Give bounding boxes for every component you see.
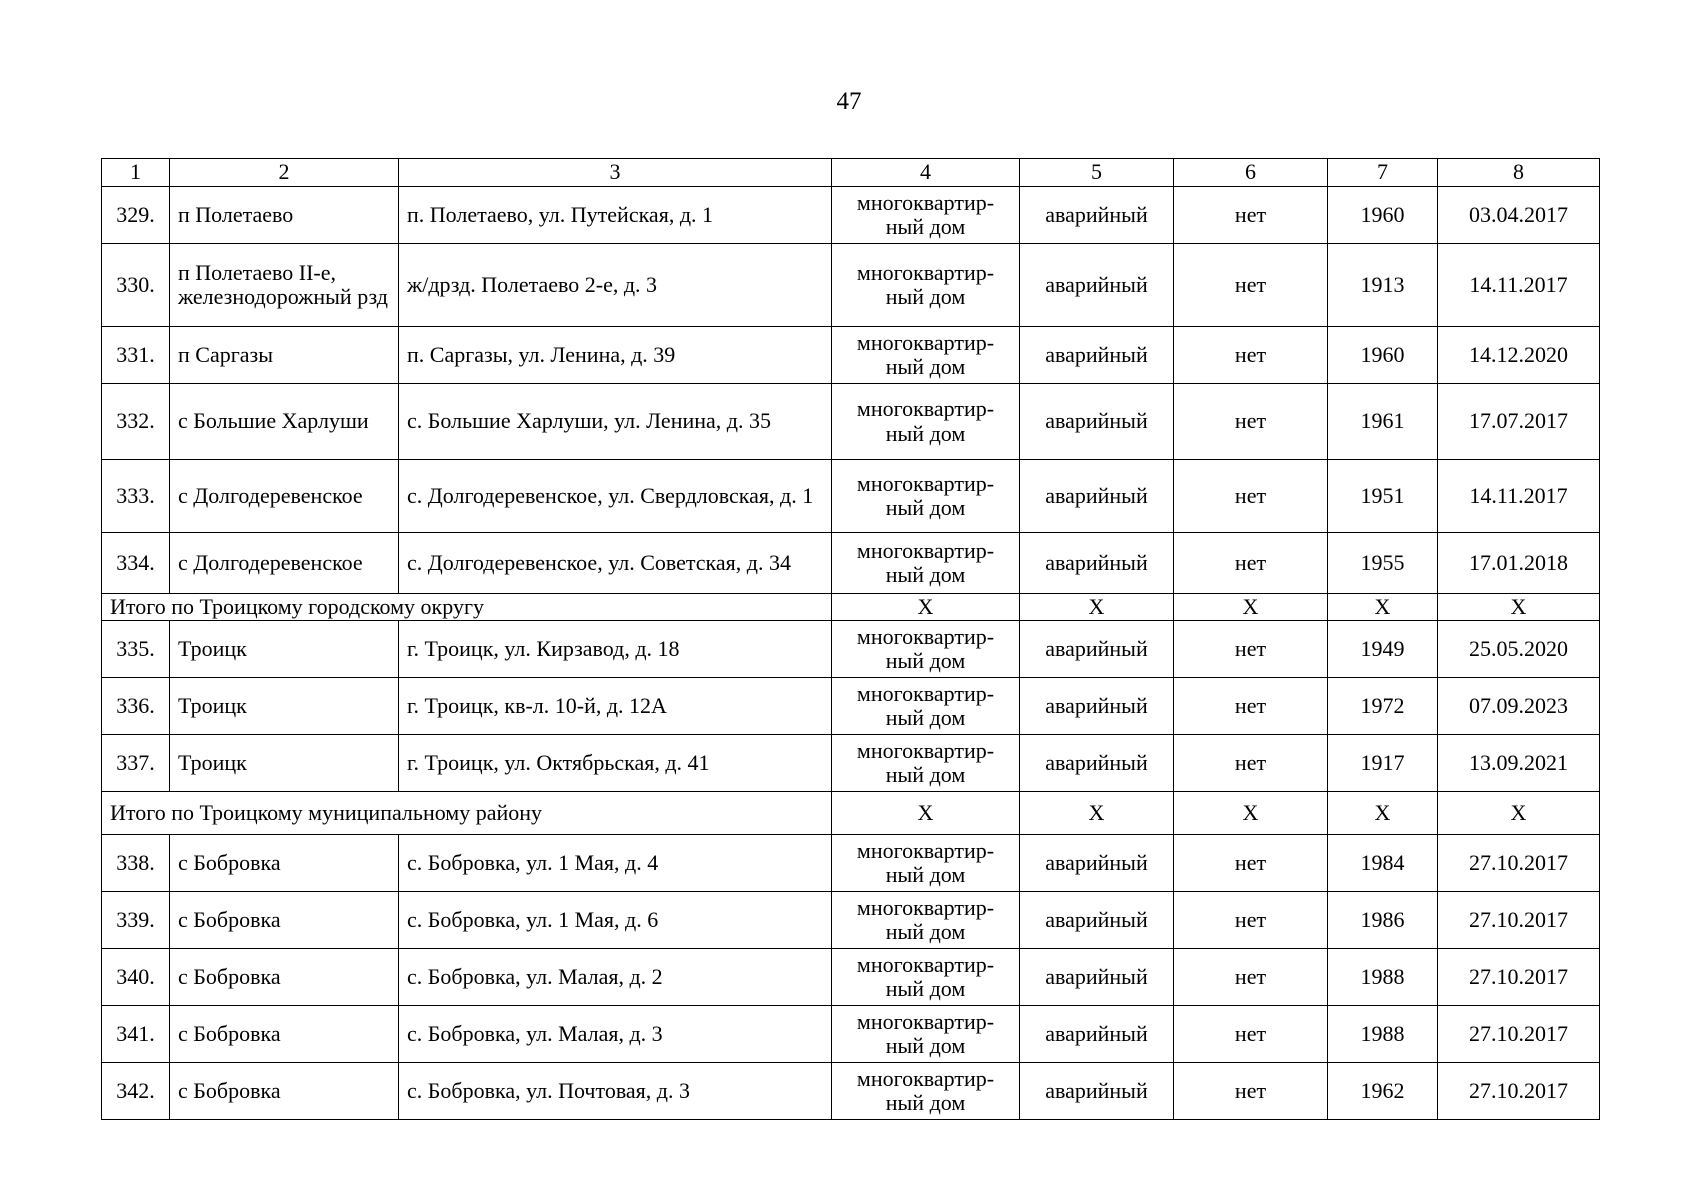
header-row <box>102 159 1600 187</box>
settlement-cell: с Долгодеревенское <box>170 533 399 594</box>
address-cell: с. Долгодеревенское, ул. Советская, д. 34 <box>399 533 832 594</box>
year-cell: 1962 <box>1328 1063 1438 1120</box>
year-cell: 1955 <box>1328 533 1438 594</box>
condition-cell: аварийный <box>1020 327 1174 384</box>
settlement-cell: Троицк <box>170 621 399 678</box>
flag-cell: нет <box>1174 949 1328 1006</box>
building-type-cell: многоквартир-ный дом <box>832 735 1020 792</box>
table-row <box>102 384 1600 460</box>
total-x-cell: X <box>1438 594 1600 621</box>
header-cell: 4 <box>832 159 1020 187</box>
table-row <box>102 327 1600 384</box>
row-number: 339. <box>102 892 170 949</box>
total-x-cell: X <box>832 792 1020 835</box>
building-type-cell: многоквартир-ный дом <box>832 949 1020 1006</box>
header-cell: 2 <box>170 159 399 187</box>
total-x-cell: X <box>1328 792 1438 835</box>
flag-cell: нет <box>1174 621 1328 678</box>
flag-cell: нет <box>1174 533 1328 594</box>
year-cell: 1960 <box>1328 327 1438 384</box>
flag-cell: нет <box>1174 892 1328 949</box>
date-cell: 13.09.2021 <box>1438 735 1600 792</box>
row-number: 338. <box>102 835 170 892</box>
total-row <box>102 792 1600 835</box>
row-number: 337. <box>102 735 170 792</box>
building-type-cell: многоквартир-ный дом <box>832 460 1020 533</box>
date-cell: 27.10.2017 <box>1438 1006 1600 1063</box>
settlement-cell: п Полетаево II-е, железнодорожный рзд <box>170 244 399 327</box>
row-number: 329. <box>102 187 170 244</box>
housing-table <box>101 158 1600 1120</box>
table-row <box>102 678 1600 735</box>
settlement-cell: с Большие Харлуши <box>170 384 399 460</box>
total-x-cell: X <box>1328 594 1438 621</box>
date-cell: 27.10.2017 <box>1438 1063 1600 1120</box>
date-cell: 27.10.2017 <box>1438 835 1600 892</box>
table-row <box>102 1063 1600 1120</box>
flag-cell: нет <box>1174 1063 1328 1120</box>
address-cell: г. Троицк, ул. Кирзавод, д. 18 <box>399 621 832 678</box>
condition-cell: аварийный <box>1020 892 1174 949</box>
address-cell: с. Бобровка, ул. Почтовая, д. 3 <box>399 1063 832 1120</box>
building-type-cell: многоквартир-ный дом <box>832 1006 1020 1063</box>
header-cell: 1 <box>102 159 170 187</box>
settlement-cell: Троицк <box>170 678 399 735</box>
table-row <box>102 835 1600 892</box>
flag-cell: нет <box>1174 735 1328 792</box>
table-row <box>102 735 1600 792</box>
condition-cell: аварийный <box>1020 735 1174 792</box>
settlement-cell: п Полетаево <box>170 187 399 244</box>
date-cell: 27.10.2017 <box>1438 892 1600 949</box>
condition-cell: аварийный <box>1020 1006 1174 1063</box>
building-type-cell: многоквартир-ный дом <box>832 892 1020 949</box>
year-cell: 1984 <box>1328 835 1438 892</box>
address-cell: г. Троицк, кв-л. 10-й, д. 12А <box>399 678 832 735</box>
building-type-cell: многоквартир-ный дом <box>832 621 1020 678</box>
date-cell: 14.11.2017 <box>1438 460 1600 533</box>
building-type-cell: многоквартир-ный дом <box>832 187 1020 244</box>
total-x-cell: X <box>1174 792 1328 835</box>
condition-cell: аварийный <box>1020 621 1174 678</box>
condition-cell: аварийный <box>1020 949 1174 1006</box>
year-cell: 1988 <box>1328 1006 1438 1063</box>
total-row <box>102 594 1600 621</box>
condition-cell: аварийный <box>1020 460 1174 533</box>
condition-cell: аварийный <box>1020 1063 1174 1120</box>
table-row <box>102 460 1600 533</box>
total-x-cell: X <box>1020 594 1174 621</box>
table-row <box>102 621 1600 678</box>
total-x-cell: X <box>832 594 1020 621</box>
date-cell: 17.07.2017 <box>1438 384 1600 460</box>
year-cell: 1951 <box>1328 460 1438 533</box>
date-cell: 03.04.2017 <box>1438 187 1600 244</box>
condition-cell: аварийный <box>1020 533 1174 594</box>
flag-cell: нет <box>1174 1006 1328 1063</box>
row-number: 333. <box>102 460 170 533</box>
address-cell: с. Бобровка, ул. 1 Мая, д. 6 <box>399 892 832 949</box>
date-cell: 25.05.2020 <box>1438 621 1600 678</box>
date-cell: 14.12.2020 <box>1438 327 1600 384</box>
settlement-cell: с Бобровка <box>170 1006 399 1063</box>
row-number: 336. <box>102 678 170 735</box>
total-label: Итого по Троицкому городскому округу <box>102 594 832 621</box>
settlement-cell: Троицк <box>170 735 399 792</box>
year-cell: 1917 <box>1328 735 1438 792</box>
date-cell: 17.01.2018 <box>1438 533 1600 594</box>
address-cell: с. Бобровка, ул. Малая, д. 2 <box>399 949 832 1006</box>
date-cell: 07.09.2023 <box>1438 678 1600 735</box>
address-cell: с. Большие Харлуши, ул. Ленина, д. 35 <box>399 384 832 460</box>
row-number: 335. <box>102 621 170 678</box>
table-row <box>102 533 1600 594</box>
table-row <box>102 244 1600 327</box>
flag-cell: нет <box>1174 835 1328 892</box>
total-x-cell: X <box>1438 792 1600 835</box>
header-cell: 6 <box>1174 159 1328 187</box>
row-number: 340. <box>102 949 170 1006</box>
header-cell: 8 <box>1438 159 1600 187</box>
building-type-cell: многоквартир-ный дом <box>832 244 1020 327</box>
flag-cell: нет <box>1174 460 1328 533</box>
table-row <box>102 187 1600 244</box>
building-type-cell: многоквартир-ный дом <box>832 1063 1020 1120</box>
address-cell: с. Долгодеревенское, ул. Свердловская, д. 1 <box>399 460 832 533</box>
table-row <box>102 949 1600 1006</box>
date-cell: 27.10.2017 <box>1438 949 1600 1006</box>
page-number: 47 <box>836 88 862 115</box>
row-number: 332. <box>102 384 170 460</box>
total-label: Итого по Троицкому муниципальному району <box>102 792 832 835</box>
year-cell: 1949 <box>1328 621 1438 678</box>
year-cell: 1972 <box>1328 678 1438 735</box>
table-row <box>102 1006 1600 1063</box>
header-cell: 5 <box>1020 159 1174 187</box>
settlement-cell: с Бобровка <box>170 949 399 1006</box>
condition-cell: аварийный <box>1020 384 1174 460</box>
address-cell: с. Бобровка, ул. 1 Мая, д. 4 <box>399 835 832 892</box>
flag-cell: нет <box>1174 384 1328 460</box>
building-type-cell: многоквартир-ный дом <box>832 533 1020 594</box>
address-cell: п. Саргазы, ул. Ленина, д. 39 <box>399 327 832 384</box>
year-cell: 1960 <box>1328 187 1438 244</box>
condition-cell: аварийный <box>1020 244 1174 327</box>
row-number: 342. <box>102 1063 170 1120</box>
header-cell: 3 <box>399 159 832 187</box>
address-cell: ж/дрзд. Полетаево 2-е, д. 3 <box>399 244 832 327</box>
date-cell: 14.11.2017 <box>1438 244 1600 327</box>
settlement-cell: п Саргазы <box>170 327 399 384</box>
condition-cell: аварийный <box>1020 678 1174 735</box>
year-cell: 1961 <box>1328 384 1438 460</box>
flag-cell: нет <box>1174 678 1328 735</box>
building-type-cell: многоквартир-ный дом <box>832 384 1020 460</box>
total-x-cell: X <box>1174 594 1328 621</box>
total-x-cell: X <box>1020 792 1174 835</box>
row-number: 330. <box>102 244 170 327</box>
settlement-cell: с Бобровка <box>170 1063 399 1120</box>
table-row <box>102 892 1600 949</box>
year-cell: 1986 <box>1328 892 1438 949</box>
building-type-cell: многоквартир-ный дом <box>832 327 1020 384</box>
row-number: 334. <box>102 533 170 594</box>
settlement-cell: с Долгодеревенское <box>170 460 399 533</box>
address-cell: г. Троицк, ул. Октябрьская, д. 41 <box>399 735 832 792</box>
year-cell: 1988 <box>1328 949 1438 1006</box>
settlement-cell: с Бобровка <box>170 892 399 949</box>
building-type-cell: многоквартир-ный дом <box>832 678 1020 735</box>
settlement-cell: с Бобровка <box>170 835 399 892</box>
row-number: 341. <box>102 1006 170 1063</box>
address-cell: п. Полетаево, ул. Путейская, д. 1 <box>399 187 832 244</box>
flag-cell: нет <box>1174 327 1328 384</box>
header-cell: 7 <box>1328 159 1438 187</box>
flag-cell: нет <box>1174 187 1328 244</box>
year-cell: 1913 <box>1328 244 1438 327</box>
address-cell: с. Бобровка, ул. Малая, д. 3 <box>399 1006 832 1063</box>
row-number: 331. <box>102 327 170 384</box>
building-type-cell: многоквартир-ный дом <box>832 835 1020 892</box>
condition-cell: аварийный <box>1020 835 1174 892</box>
flag-cell: нет <box>1174 244 1328 327</box>
condition-cell: аварийный <box>1020 187 1174 244</box>
